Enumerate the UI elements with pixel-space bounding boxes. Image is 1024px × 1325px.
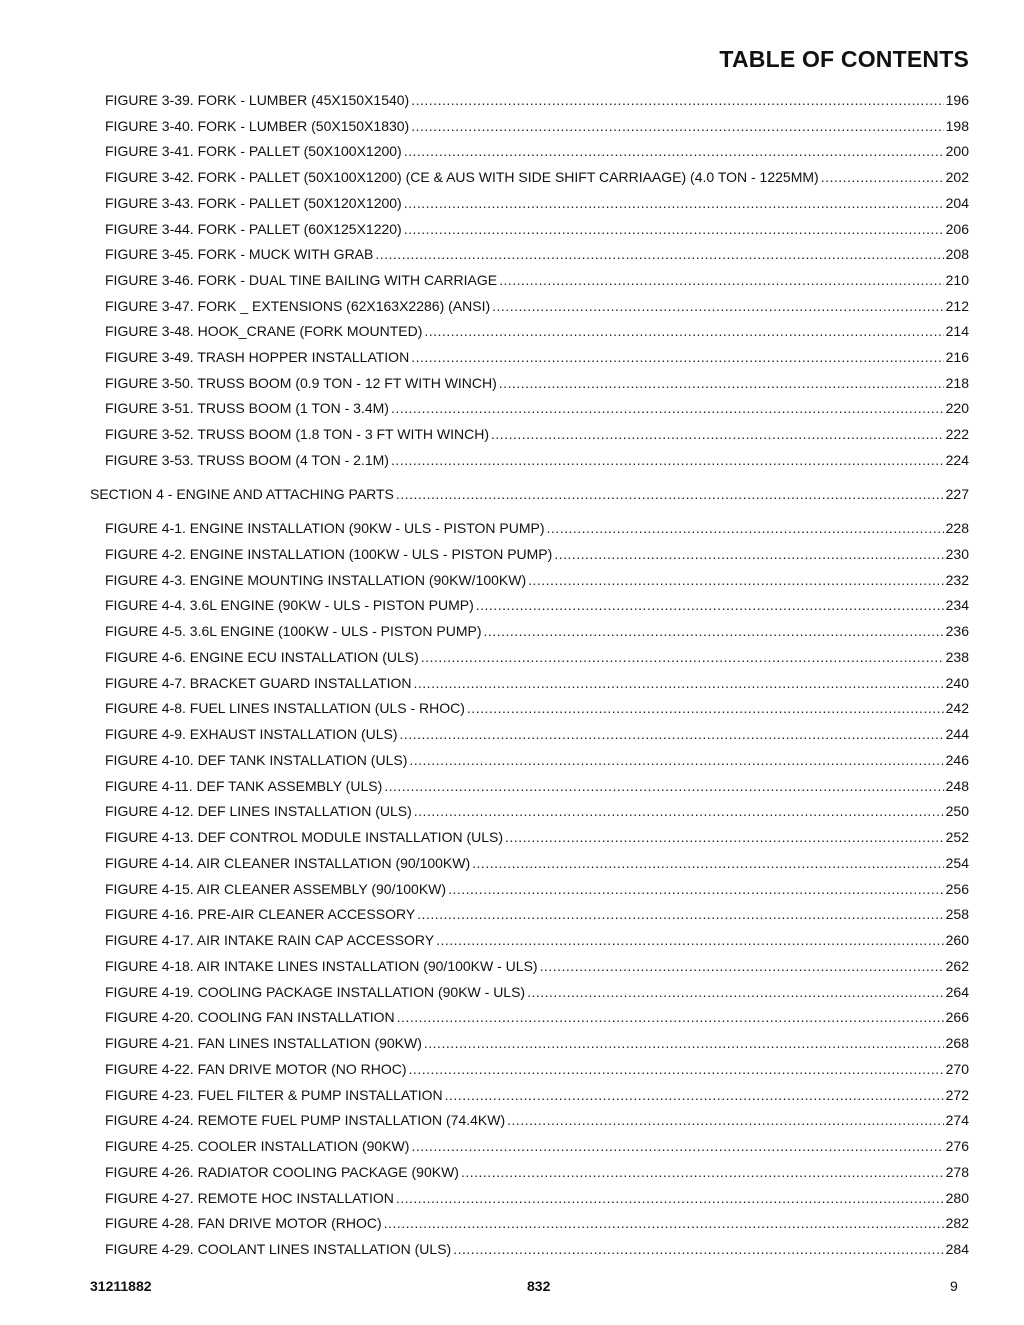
toc-entry-label: FIGURE 4-9. EXHAUST INSTALLATION (ULS) bbox=[105, 726, 398, 742]
page-number: 9 bbox=[950, 1278, 958, 1294]
toc-entry[interactable] bbox=[105, 597, 969, 613]
toc-entry-label: FIGURE 4-19. COOLING PACKAGE INSTALLATION (90KW - ULS) bbox=[105, 983, 526, 1000]
toc-entry-page: 232 bbox=[945, 571, 969, 588]
toc-entry-page: 248 bbox=[945, 777, 969, 794]
toc-entry-label: FIGURE 4-13. DEF CONTROL MODULE INSTALLATION (ULS) bbox=[105, 829, 504, 845]
toc-entry-label: FIGURE 4-12. DEF LINES INSTALLATION (ULS) bbox=[105, 803, 412, 820]
toc-entry[interactable] bbox=[105, 1138, 969, 1154]
toc-entry-page: 236 bbox=[945, 623, 969, 639]
toc-entry[interactable] bbox=[105, 881, 969, 897]
dot-leader bbox=[448, 881, 944, 897]
toc-entry-label: FIGURE 3-41. FORK - PALLET (50X100X1200) bbox=[105, 143, 402, 160]
toc-entry-label: FIGURE 4-14. AIR CLEANER INSTALLATION (90/100KW) bbox=[105, 854, 471, 871]
toc-entry[interactable] bbox=[105, 906, 969, 922]
toc-entry-page: 206 bbox=[945, 220, 969, 237]
dot-leader bbox=[411, 349, 943, 365]
dot-leader bbox=[384, 778, 943, 794]
toc-entry[interactable] bbox=[105, 829, 969, 845]
toc-entry-page: 260 bbox=[945, 932, 969, 948]
dot-leader bbox=[414, 675, 944, 691]
dot-leader bbox=[484, 623, 944, 639]
dot-leader bbox=[527, 984, 944, 1000]
toc-entry-label: FIGURE 4-29. COOLANT LINES INSTALLATION (ULS) bbox=[105, 1241, 452, 1257]
toc-entry-label: FIGURE 4-3. ENGINE MOUNTING INSTALLATION (90KW/100KW) bbox=[105, 571, 527, 588]
toc-entry[interactable] bbox=[105, 118, 969, 134]
toc-entry[interactable] bbox=[105, 452, 969, 468]
toc-entry[interactable] bbox=[105, 546, 969, 562]
toc-entry-page: 244 bbox=[945, 726, 969, 742]
toc-section-entry[interactable] bbox=[90, 486, 969, 502]
toc-entry-label: FIGURE 4-24. REMOTE FUEL PUMP INSTALLATION (74.4KW) bbox=[105, 1112, 506, 1129]
toc-entry-label: FIGURE 3-49. TRASH HOPPER INSTALLATION bbox=[105, 349, 410, 365]
dot-leader bbox=[461, 1164, 944, 1180]
toc-entry-label: FIGURE 3-40. FORK - LUMBER (50X150X1830) bbox=[105, 117, 410, 134]
toc-entry[interactable] bbox=[105, 726, 969, 742]
toc-entry-page: 252 bbox=[945, 829, 969, 845]
toc-entry-label: FIGURE 3-48. HOOK_CRANE (FORK MOUNTED) bbox=[105, 323, 423, 340]
toc-entry-page: 250 bbox=[945, 803, 969, 820]
toc-title: TABLE OF CONTENTS bbox=[719, 46, 969, 72]
toc-entry-label: FIGURE 4-8. FUEL LINES INSTALLATION (ULS - RHOC) bbox=[105, 700, 465, 717]
toc-entry-page: 276 bbox=[945, 1138, 969, 1154]
dot-leader bbox=[540, 958, 944, 974]
toc-entry-page: 230 bbox=[945, 545, 969, 562]
toc-entry[interactable] bbox=[105, 375, 969, 391]
dot-leader bbox=[421, 649, 944, 665]
toc-entry-page: 266 bbox=[945, 1009, 969, 1026]
toc-entry-label: FIGURE 4-26. RADIATOR COOLING PACKAGE (90KW) bbox=[105, 1163, 459, 1180]
dot-leader bbox=[472, 855, 943, 871]
dot-leader bbox=[411, 1138, 943, 1154]
toc-entry-label: FIGURE 4-18. AIR INTAKE LINES INSTALLATION (90/100KW - ULS) bbox=[105, 957, 538, 974]
toc-entry-label: FIGURE 3-52. TRUSS BOOM (1.8 TON - 3 FT WITH WINCH) bbox=[105, 426, 490, 443]
dot-leader bbox=[397, 1009, 944, 1025]
toc-entry-label: FIGURE 4-6. ENGINE ECU INSTALLATION (ULS) bbox=[105, 648, 419, 665]
toc-entry-page: 240 bbox=[945, 674, 969, 691]
toc-entry[interactable] bbox=[105, 752, 969, 768]
toc-entry-label: FIGURE 3-44. FORK - PALLET (60X125X1220) bbox=[105, 220, 402, 237]
toc-entry[interactable] bbox=[105, 1061, 969, 1077]
toc-entry-page: 224 bbox=[945, 451, 969, 468]
dot-leader bbox=[499, 272, 944, 288]
toc-entry-page: 228 bbox=[945, 520, 969, 536]
dot-leader bbox=[404, 221, 944, 237]
toc-entry[interactable] bbox=[105, 649, 969, 665]
toc-entry-page: 262 bbox=[945, 957, 969, 974]
dot-leader bbox=[375, 246, 943, 262]
dot-leader bbox=[424, 1035, 944, 1051]
toc-entry-page: 216 bbox=[945, 349, 969, 365]
dot-leader bbox=[411, 92, 943, 108]
toc-entry[interactable] bbox=[105, 272, 969, 288]
dot-leader bbox=[445, 1087, 944, 1103]
toc-entry-label: FIGURE 4-15. AIR CLEANER ASSEMBLY (90/100KW) bbox=[105, 880, 447, 897]
toc-entry-page: 210 bbox=[945, 271, 969, 288]
toc-entry-label: FIGURE 3-42. FORK - PALLET (50X100X1200) (CE & AUS WITH SIDE SHIFT CARRIAAGE) (4.0 TON - 1225MM) bbox=[105, 169, 819, 186]
dot-leader bbox=[499, 375, 944, 391]
toc-entry-page: 212 bbox=[945, 297, 969, 314]
dot-leader bbox=[436, 932, 944, 948]
toc-entry-page: 284 bbox=[945, 1241, 969, 1257]
dot-leader bbox=[492, 298, 944, 314]
dot-leader bbox=[411, 118, 943, 134]
dot-leader bbox=[491, 426, 944, 442]
toc-entry[interactable] bbox=[105, 1087, 969, 1103]
toc-entry-label: FIGURE 4-7. BRACKET GUARD INSTALLATION bbox=[105, 674, 412, 691]
dot-leader bbox=[821, 169, 944, 185]
toc-entry-page: 278 bbox=[945, 1163, 969, 1180]
toc-entry-page: 238 bbox=[945, 648, 969, 665]
toc-entry-page: 214 bbox=[945, 323, 969, 340]
dot-leader bbox=[505, 829, 944, 845]
toc-entry-label: FIGURE 4-21. FAN LINES INSTALLATION (90KW) bbox=[105, 1035, 422, 1051]
toc-entry-label: FIGURE 4-10. DEF TANK INSTALLATION (ULS) bbox=[105, 751, 408, 768]
dot-leader bbox=[391, 400, 944, 416]
toc-entry[interactable] bbox=[105, 572, 969, 588]
footer-code: 832 bbox=[527, 1278, 551, 1294]
toc-entry[interactable] bbox=[105, 298, 969, 314]
toc-entry-page: 258 bbox=[945, 906, 969, 923]
toc-entry-page: 246 bbox=[945, 751, 969, 768]
toc-entry-page: 282 bbox=[945, 1215, 969, 1232]
toc-entry-page: 204 bbox=[945, 194, 969, 211]
toc-entry-label: FIGURE 3-47. FORK _ EXTENSIONS (62X163X2286) (ANSI) bbox=[105, 297, 491, 314]
toc-entry-label: FIGURE 4-17. AIR INTAKE RAIN CAP ACCESSORY bbox=[105, 932, 435, 948]
toc-entry-label: FIGURE 3-43. FORK - PALLET (50X120X1200) bbox=[105, 194, 402, 211]
toc-entry-label: FIGURE 3-46. FORK - DUAL TINE BAILING WITH CARRIAGE bbox=[105, 271, 498, 288]
dot-leader bbox=[384, 1215, 944, 1231]
toc-entry-page: 222 bbox=[945, 426, 969, 443]
toc-entry-label: FIGURE 4-11. DEF TANK ASSEMBLY (ULS) bbox=[105, 777, 383, 794]
toc-entry-label: SECTION 4 - ENGINE AND ATTACHING PARTS bbox=[90, 486, 394, 502]
toc-entry-label: FIGURE 4-22. FAN DRIVE MOTOR (NO RHOC) bbox=[105, 1060, 407, 1077]
toc-entry[interactable] bbox=[105, 1215, 969, 1231]
toc-entry[interactable] bbox=[105, 349, 969, 365]
toc-entry-label: FIGURE 4-27. REMOTE HOC INSTALLATION bbox=[105, 1189, 394, 1206]
dot-leader bbox=[547, 520, 944, 536]
toc-entry-page: 234 bbox=[945, 597, 969, 614]
toc-entry-label: FIGURE 4-16. PRE-AIR CLEANER ACCESSORY bbox=[105, 906, 416, 923]
toc-entry-page: 264 bbox=[945, 983, 969, 1000]
dot-leader bbox=[409, 1061, 944, 1077]
dot-leader bbox=[528, 572, 944, 588]
toc-entry-page: 198 bbox=[945, 117, 969, 134]
toc-entry-page: 200 bbox=[945, 143, 969, 160]
toc-entry[interactable] bbox=[105, 195, 969, 211]
toc-entry-page: 208 bbox=[945, 246, 969, 263]
toc-entry-page: 242 bbox=[945, 700, 969, 717]
dot-leader bbox=[391, 452, 944, 468]
toc-entry-page: 268 bbox=[945, 1035, 969, 1051]
toc-entry[interactable] bbox=[105, 1241, 969, 1257]
toc-entry[interactable] bbox=[105, 958, 969, 974]
toc-entry-label: FIGURE 3-50. TRUSS BOOM (0.9 TON - 12 FT WITH WINCH) bbox=[105, 374, 497, 391]
dot-leader bbox=[424, 323, 943, 339]
toc-entry-label: FIGURE 4-4. 3.6L ENGINE (90KW - ULS - PISTON PUMP) bbox=[105, 597, 474, 614]
dot-leader bbox=[404, 195, 944, 211]
toc-entry[interactable] bbox=[105, 700, 969, 716]
toc-entry[interactable] bbox=[105, 778, 969, 794]
dot-leader bbox=[417, 906, 943, 922]
dot-leader bbox=[453, 1241, 943, 1257]
toc-entry[interactable] bbox=[105, 426, 969, 442]
toc-entry-page: 220 bbox=[945, 400, 969, 417]
toc-entry-page: 196 bbox=[945, 92, 969, 108]
toc-entry-page: 218 bbox=[945, 374, 969, 391]
toc-entry[interactable] bbox=[105, 169, 969, 185]
dot-leader bbox=[414, 803, 944, 819]
toc-entry[interactable] bbox=[105, 400, 969, 416]
toc-entry[interactable] bbox=[105, 1112, 969, 1128]
toc-entry[interactable] bbox=[105, 675, 969, 691]
dot-leader bbox=[396, 486, 944, 502]
dot-leader bbox=[554, 546, 943, 562]
toc-entry-page: 202 bbox=[945, 169, 969, 186]
toc-entry[interactable] bbox=[105, 92, 969, 108]
dot-leader bbox=[409, 752, 943, 768]
toc-entry-label: FIGURE 3-39. FORK - LUMBER (45X150X1540) bbox=[105, 92, 410, 108]
toc-entry-label: FIGURE 4-20. COOLING FAN INSTALLATION bbox=[105, 1009, 395, 1026]
toc-entry[interactable] bbox=[105, 1035, 969, 1051]
toc-entry[interactable] bbox=[105, 520, 969, 536]
toc-entry-page: 272 bbox=[945, 1086, 969, 1103]
dot-leader bbox=[507, 1112, 944, 1128]
toc-entry[interactable] bbox=[105, 984, 969, 1000]
toc-entry-label: FIGURE 3-45. FORK - MUCK WITH GRAB bbox=[105, 246, 374, 263]
toc-entry-page: 256 bbox=[945, 880, 969, 897]
dot-leader bbox=[404, 143, 944, 159]
toc-entry[interactable] bbox=[105, 803, 969, 819]
toc-entry-label: FIGURE 4-1. ENGINE INSTALLATION (90KW - ULS - PISTON PUMP) bbox=[105, 520, 545, 536]
toc-entry[interactable] bbox=[105, 246, 969, 262]
toc-entry-label: FIGURE 4-23. FUEL FILTER & PUMP INSTALLATION bbox=[105, 1086, 443, 1103]
toc-entry[interactable] bbox=[105, 623, 969, 639]
toc-entry[interactable] bbox=[105, 1009, 969, 1025]
toc-entry-page: 274 bbox=[945, 1112, 969, 1129]
toc-entry-label: FIGURE 4-25. COOLER INSTALLATION (90KW) bbox=[105, 1138, 410, 1154]
toc-entry[interactable] bbox=[105, 855, 969, 871]
toc-entry[interactable] bbox=[105, 1190, 969, 1206]
toc-entry[interactable] bbox=[105, 221, 969, 237]
toc-entry-page: 280 bbox=[945, 1189, 969, 1206]
toc-entry-label: FIGURE 3-53. TRUSS BOOM (4 TON - 2.1M) bbox=[105, 451, 389, 468]
toc-entry-page: 254 bbox=[945, 854, 969, 871]
toc-entry-label: FIGURE 4-5. 3.6L ENGINE (100KW - ULS - PISTON PUMP) bbox=[105, 623, 482, 639]
toc-entry[interactable] bbox=[105, 1164, 969, 1180]
toc-entry-label: FIGURE 4-2. ENGINE INSTALLATION (100KW - ULS - PISTON PUMP) bbox=[105, 545, 553, 562]
document-number: 31211882 bbox=[90, 1278, 152, 1294]
toc-entry-label: FIGURE 4-28. FAN DRIVE MOTOR (RHOC) bbox=[105, 1215, 382, 1232]
dot-leader bbox=[396, 1190, 944, 1206]
dot-leader bbox=[467, 700, 944, 716]
toc-entry-label: FIGURE 3-51. TRUSS BOOM (1 TON - 3.4M) bbox=[105, 400, 389, 417]
toc-entry[interactable] bbox=[105, 143, 969, 159]
dot-leader bbox=[476, 597, 944, 613]
toc-entry[interactable] bbox=[105, 932, 969, 948]
toc-entry-page: 270 bbox=[945, 1060, 969, 1077]
toc-entry[interactable] bbox=[105, 323, 969, 339]
toc-entry-page: 227 bbox=[945, 486, 969, 502]
dot-leader bbox=[400, 726, 944, 742]
